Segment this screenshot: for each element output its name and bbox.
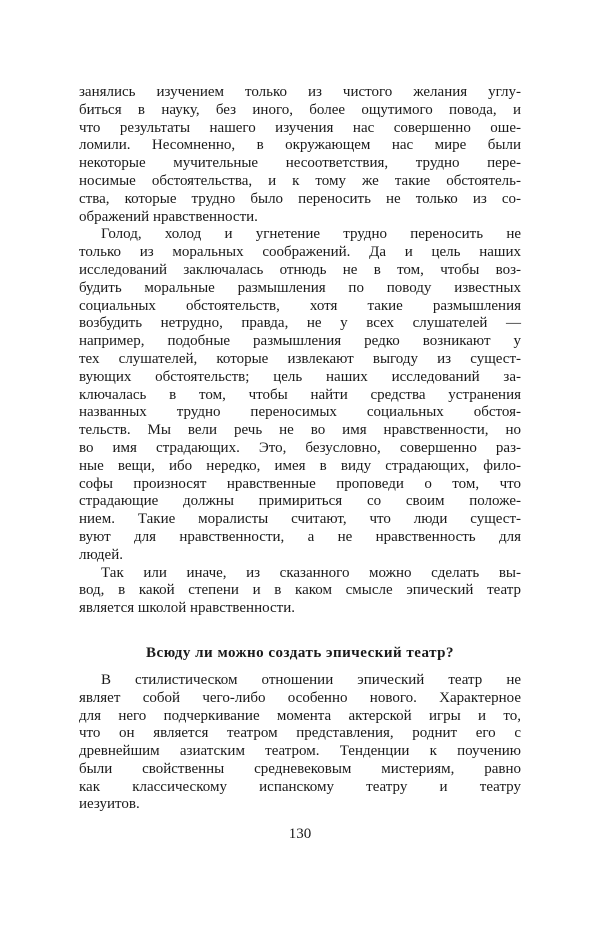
text-line: что он является театром представления, роднит его с xyxy=(79,725,521,742)
text-line: являет собой чего-либо особенно нового. Характерное xyxy=(79,689,521,706)
text-line: исследований заключалась отнюдь не в том, чтобы воз- xyxy=(79,261,521,278)
text-line: например, подобные размышления редко возникают у xyxy=(79,333,521,350)
text-line: будить моральные размышления по поводу известных xyxy=(79,279,521,296)
text-line: занялись изучением только из чистого желания углу- xyxy=(79,84,521,100)
text-line: людей. xyxy=(79,546,123,563)
text-line: для него подчеркивание момента актерской игры и то, xyxy=(79,707,521,724)
text-line: иезуитов. xyxy=(79,796,140,813)
text-line: вод, в какой степени и в каком смысле эпический театр xyxy=(79,582,521,599)
text-line: тельств. Мы вели речь не во имя нравственности, но xyxy=(79,422,521,439)
text-line: вуют для нравственности, а не нравственность для xyxy=(79,528,521,545)
text-line: тех слушателей, которые извлекают выгоду из сущест- xyxy=(79,350,521,367)
page-number: 130 xyxy=(288,826,312,842)
page-body xyxy=(79,84,521,814)
text-line: ключалась в том, чтобы найти средства устранения xyxy=(79,386,521,403)
text-line: В стилистическом отношении эпический театр не xyxy=(101,671,521,688)
section-heading: Всюду ли можно создать эпический театр? xyxy=(146,644,454,661)
text-line: что результаты нашего изучения нас совершенно оше- xyxy=(79,119,521,136)
text-line: были свойственны средневековым мистериям, равно xyxy=(79,760,521,777)
text-line: социальных обстоятельств, хотя такие размышления xyxy=(79,297,521,314)
text-line: ломили. Несомненно, в окружающем нас мире были xyxy=(79,137,521,154)
paragraph-3 xyxy=(79,565,521,618)
text-line: носимые обстоятельства, и к тому же такие обстоятель- xyxy=(79,172,521,189)
text-line: биться в науку, без иного, более ощутимого повода, и xyxy=(79,101,521,118)
text-line: только из моральных соображений. Да и цель наших xyxy=(79,244,521,261)
text-line: страдающие должны примириться со своим положе- xyxy=(79,493,521,510)
paragraph-4 xyxy=(79,672,521,814)
text-line: некоторые мучительные несоответствия, трудно пере- xyxy=(79,155,521,172)
text-line: Голод, холод и угнетение трудно переносить не xyxy=(101,226,521,243)
paragraph-2 xyxy=(79,226,521,564)
text-line: вующих обстоятельств; цель наших исследований за- xyxy=(79,368,521,385)
text-line: ства, которые трудно было переносить не только из со- xyxy=(79,190,521,207)
text-line: возбудить нетрудно, правда, не у всех слушателей — xyxy=(79,315,521,332)
text-line: названных трудно переносимых социальных обстоя- xyxy=(79,404,521,421)
text-line: софы произносят нравственные проповеди о том, что xyxy=(79,475,521,492)
text-line: древнейшим азиатским театром. Тенденции к поучению xyxy=(79,743,521,760)
text-line: ные вещи, ибо нередко, имея в виду страдающих, фило- xyxy=(79,457,521,474)
text-line: как классическому испанскому театру и театру xyxy=(79,778,521,795)
text-line: Так или иначе, из сказанного можно сделать вы- xyxy=(101,564,521,581)
text-line: ображений нравственности. xyxy=(79,208,258,225)
text-line: во имя страдающих. Это, безусловно, совершенно раз- xyxy=(79,439,521,456)
text-line: является школой нравственности. xyxy=(79,600,295,617)
paragraph-1 xyxy=(79,84,521,226)
text-line: нием. Такие моралисты считают, что люди сущест- xyxy=(79,511,521,528)
